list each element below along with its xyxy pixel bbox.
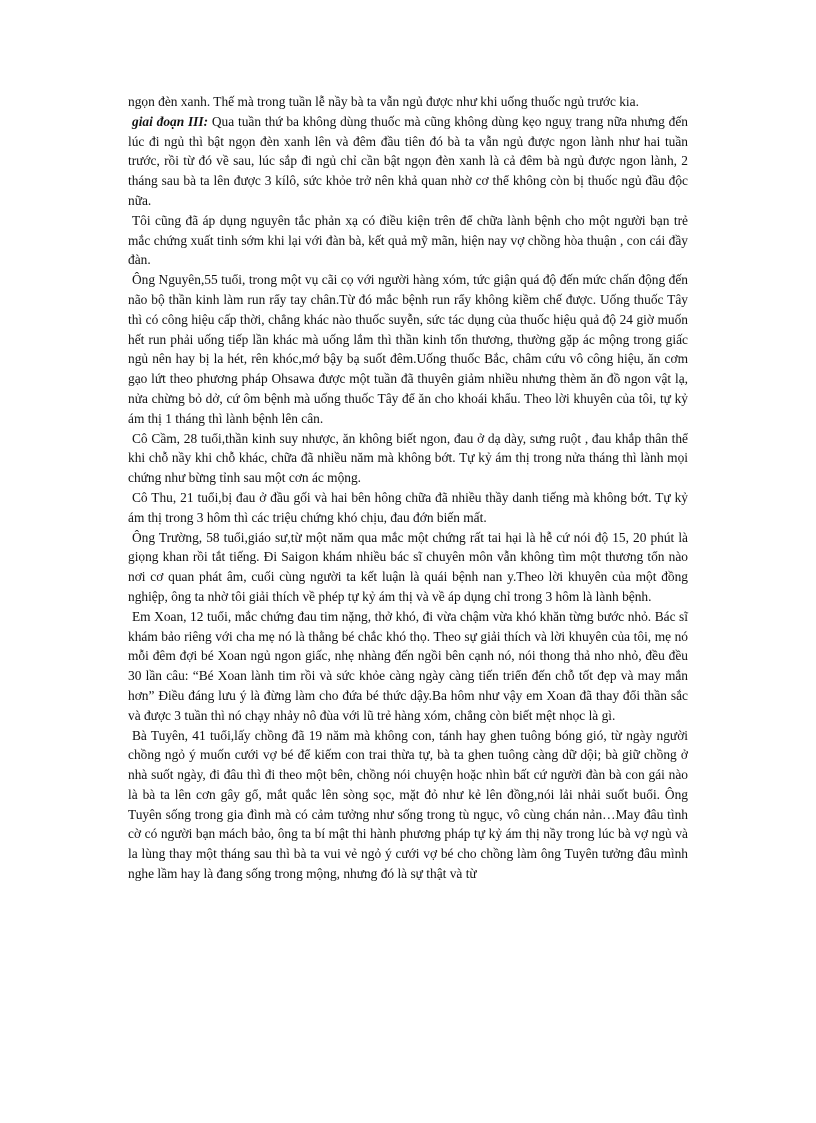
paragraph-text: Bà Tuyên, 41 tuổi,lấy chồng đã 19 năm mà không con, tánh hay ghen tuông bóng gió, từ ngày người chồng ngỏ ý muốn cưới vợ bé để kiếm con trai thừa tự, bà ta ghen tuông càng dữ dội; bà giữ chồng ở nhà suốt ngày, đi đâu thì đi theo một bên, chồng nói chuyện hoặc nhìn bất cứ người đàn bà con gái nào là bà ta lên cơn gây gổ, mắt quắc lên sòng sọc, mặt đỏ như kẻ lên đồng,nói lải nhải suốt buổi. Ông Tuyên sống trong gia đình mà có cảm tưởng như sống trong tù ngục, vô cùng chán nản…May đâu tình cờ có người bạn mách bảo, ông ta bí mật thi hành phương pháp tự kỷ ám thị nầy trong lúc bà vợ ngủ và la lùng thay một tháng sau thì bà ta vui vẻ ngỏ ý cưới vợ bé cho chồng làm ông Tuyên tưởng đâu mình nghe lầm hay là đang sống trong mộng, nhưng đó là sự thật và từ xyxy=(128,727,688,882)
paragraph-lead: giai đoạn III: xyxy=(132,113,209,129)
paragraph-text: Qua tuần thứ ba không dùng thuốc mà cũng không dùng kẹo nguỵ trang nữa nhưng đến lúc đi ngủ thì bật ngọn đèn xanh lên và đêm đầu tiên đó bà ta vẫn ngủ được ngon lành như hai tuần trước, rồi từ đó về sau, lúc sắp đi ngủ chỉ cần bật ngọn đèn xanh là cả đêm bà ngủ được ngon lành, 2 tháng sau bà ta lên được 3 kílô, sức khỏe trở nên khả quan nhờ cơ thể không còn bị thuốc ngủ đầu độc nữa. xyxy=(128,113,689,208)
paragraph-8 xyxy=(128,607,688,726)
paragraph-6 xyxy=(128,488,688,528)
document-page xyxy=(128,92,688,884)
paragraph-2 xyxy=(128,112,688,211)
paragraph-text: Cô Thu, 21 tuổi,bị đau ở đầu gối và hai bên hông chữa đã nhiều thầy danh tiếng mà không bớt. Tự kỷ ám thị trong 3 hôm thì các triệu chứng khó chịu, đau đớn biến mất. xyxy=(128,489,688,525)
paragraph-9 xyxy=(128,726,688,884)
paragraph-text: Tôi cũng đã áp dụng nguyên tắc phản xạ có điều kiện trên để chữa lành bệnh cho một người bạn trẻ mắc chứng xuất tinh sớm khi lại với đàn bà, kết quả mỹ mãn, hiện nay vợ chồng hòa thuận , con cái đầy đàn. xyxy=(128,212,688,268)
paragraph-1 xyxy=(128,92,688,112)
paragraph-3 xyxy=(128,211,688,270)
paragraph-4 xyxy=(128,270,688,428)
paragraph-text: Ông Trường, 58 tuổi,giáo sư,từ một năm qua mắc một chứng rất tai hại là hễ cứ nói độ 15, 20 phút là giọng khan rồi tắt tiếng. Đi Saigon khám nhiều bác sĩ chuyên môn vẫn không tìm một thương tổn nào nơi cơ quan phát âm, cuối cùng người ta kết luận là quái bệnh nan y.Theo lời khuyên của một đồng nghiệp, ông ta nhờ tôi giải thích về phép tự kỷ ám thị và về áp dụng chỉ trong 3 hôm là lành bệnh. xyxy=(128,529,688,604)
paragraph-text: Cô Cầm, 28 tuổi,thần kinh suy nhược, ăn không biết ngon, đau ở dạ dày, sưng ruột , đau khắp thân thể khi chỗ nầy khi chỗ khác, chữa đã nhiều năm mà không bớt. Tự kỷ ám thị trong nửa tháng thì lành mọi chứng như bừng tỉnh sau một cơn ác mộng. xyxy=(128,430,688,486)
paragraph-5 xyxy=(128,429,688,488)
paragraph-text: Em Xoan, 12 tuổi, mắc chứng đau tim nặng, thở khó, đi vừa chậm vừa khó khăn từng bước nhỏ. Bác sĩ khám bảo riêng với cha mẹ nó là thằng bé chắc khó thọ. Theo sự giải thích và lời khuyên của tôi, mẹ nó mỗi đêm đợi bé Xoan ngủ ngon giấc, nhẹ nhàng đến ngồi bên cạnh nó, nói thong thả nho nhỏ, đều đều 30 lần câu: “Bé Xoan lành tim rồi và sức khỏe càng ngày càng tiến triển đến chỗ tốt đẹp và may mắn hơn” Điều đáng lưu ý là đừng làm cho đứa bé thức dậy.Ba hôm như vậy em Xoan đã thay đổi thần sắc và được 3 tuần thì nó chạy nhảy nô đùa với lũ trẻ hàng xóm, chẳng còn biết mệt nhọc là gì. xyxy=(128,608,688,723)
paragraph-text: ngọn đèn xanh. Thế mà trong tuần lễ nầy bà ta vẫn ngủ được như khi uống thuốc ngủ trước kia. xyxy=(128,94,639,109)
paragraph-7 xyxy=(128,528,688,607)
paragraph-text: Ông Nguyên,55 tuổi, trong một vụ cãi cọ với người hàng xóm, tức giận quá độ đến mức chấn động đến não bộ thần kinh làm run rẩy tay chân.Từ đó mắc bệnh run rẩy không kiềm chế được. Uống thuốc Tây thì có công hiệu cấp thời, chẳng khác nào thuốc suyễn, sức tác dụng của thuốc hiệu quả độ 24 giờ muốn hết run phải uống tiếp lần khác mà uống lắm thì thần kinh tổn thương, thường gặp ác mộng trong giấc ngủ nên hay bị la hét, rên khóc,mớ bậy bạ suốt đêm.Uống thuốc Bắc, châm cứu vô công hiệu, ăn cơm gạo lứt theo phương pháp Ohsawa được một tuần đã thuyên giảm nhiều nhưng thèm ăn đồ ngon vật lạ, nửa chừng bỏ dở, cứ ôm bệnh mà uống thuốc Tây để ăn cho khoái khẩu. Theo lời khuyên của tôi, tự kỷ ám thị 1 tháng thì lành bệnh lên cân. xyxy=(128,272,688,426)
